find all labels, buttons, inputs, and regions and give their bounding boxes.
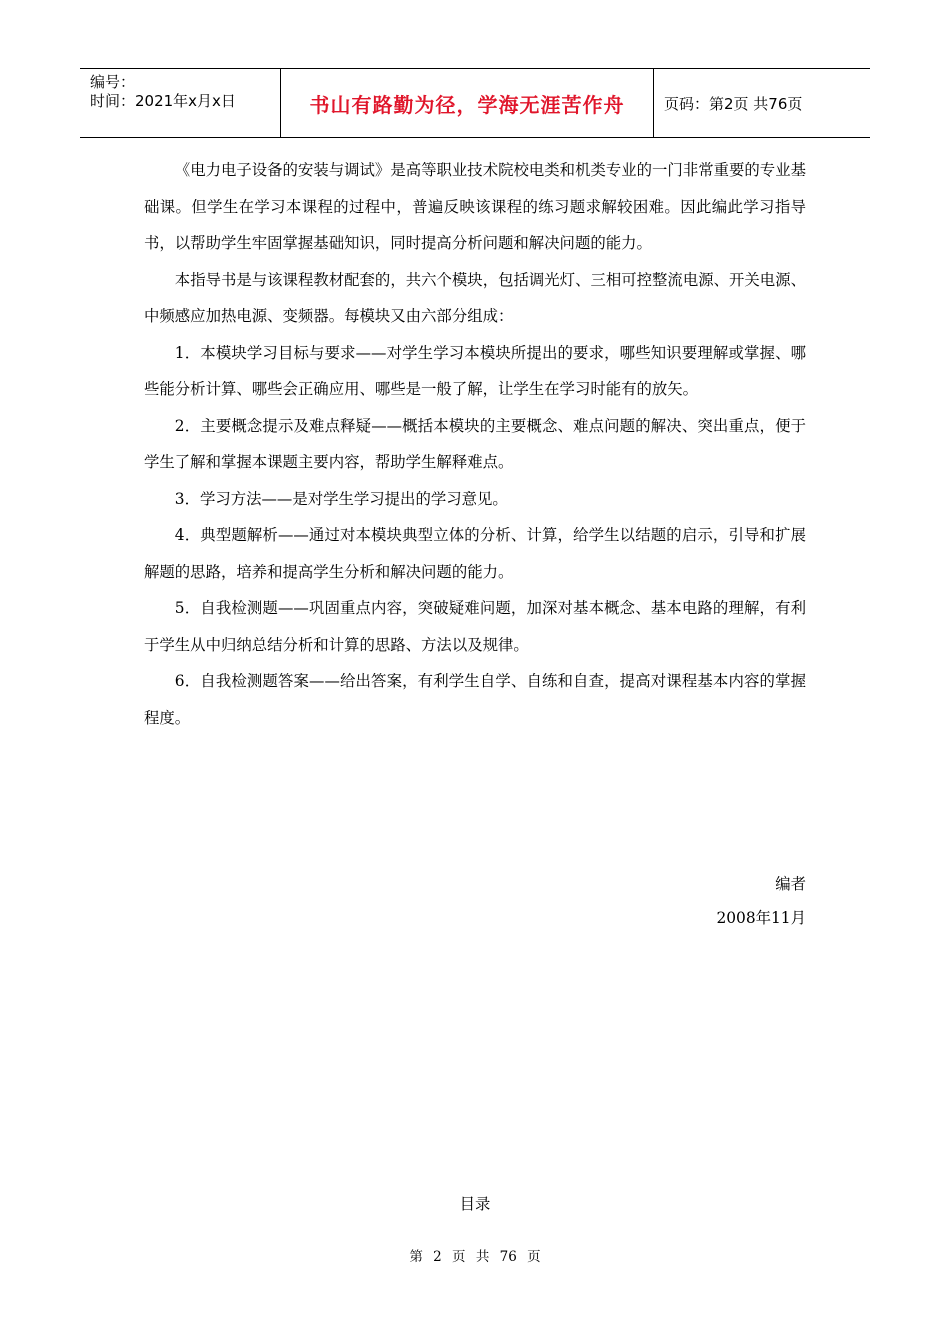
paragraph-item-5: 5．自我检测题——巩固重点内容，突破疑难问题，加深对基本概念、基本电路的理解，有利于学生从中归纳总结分析和计算的思路、方法以及规律。	[144, 599, 806, 654]
header-motto-cell	[281, 69, 654, 137]
document-time-label: 时间：2021年x月x日	[90, 92, 236, 110]
paragraph-intro: 《电力电子设备的安装与调试》是高等职业技术院校电类和机类专业的一门非常重要的专业基础课。但学生在学习本课程的过程中，普遍反映该课程的练习题求解较困难。因此编此学习指导书，以帮助学生牢固掌握基础知识，同时提高分析问题和解决问题的能力。	[144, 161, 806, 252]
paragraph-item-2: 2．主要概念提示及难点释疑——概括本模块的主要概念、难点问题的解决、突出重点，便于学生了解和掌握本课题主要内容，帮助学生解释难点。	[144, 416, 806, 471]
motto-text: 书山有路勤为径，学海无涯苦作舟	[309, 92, 625, 117]
paragraph-item-3: 3．学习方法——是对学生学习提出的学习意见。	[174, 489, 508, 508]
signature-author: 编者	[775, 875, 806, 893]
header-page-label: 页码：第2页 共76页	[664, 94, 803, 113]
paragraph-item-4: 4．典型题解析——通过对本模块典型立体的分析、计算，给学生以结题的启示，引导和扩展解题的思路，培养和提高学生分析和解决问题的能力。	[144, 526, 806, 581]
preface-body	[144, 152, 806, 736]
header-table	[80, 68, 870, 138]
footer-page-number: 第 2 页 共 76 页	[409, 1249, 541, 1265]
signature-date: 2008年11月	[716, 909, 806, 927]
toc-title: 目录	[459, 1195, 491, 1213]
paragraph-item-6: 6．自我检测题答案——给出答案，有利学生自学、自练和自查，提高对课程基本内容的掌握程度。	[144, 672, 806, 727]
paragraph-overview: 本指导书是与该课程教材配套的，共六个模块，包括调光灯、三相可控整流电源、开关电源、中频感应加热电源、变频器。每模块又由六部分组成：	[144, 270, 806, 325]
header-page-cell	[654, 69, 870, 137]
document-number-label: 编号：	[90, 73, 136, 91]
paragraph-item-1: 1．本模块学习目标与要求——对学生学习本模块所提出的要求，哪些知识要理解或掌握、哪些能分析计算、哪些会正确应用、哪些是一般了解，让学生在学习时能有的放矢。	[144, 343, 806, 398]
header-meta-cell	[80, 69, 281, 137]
